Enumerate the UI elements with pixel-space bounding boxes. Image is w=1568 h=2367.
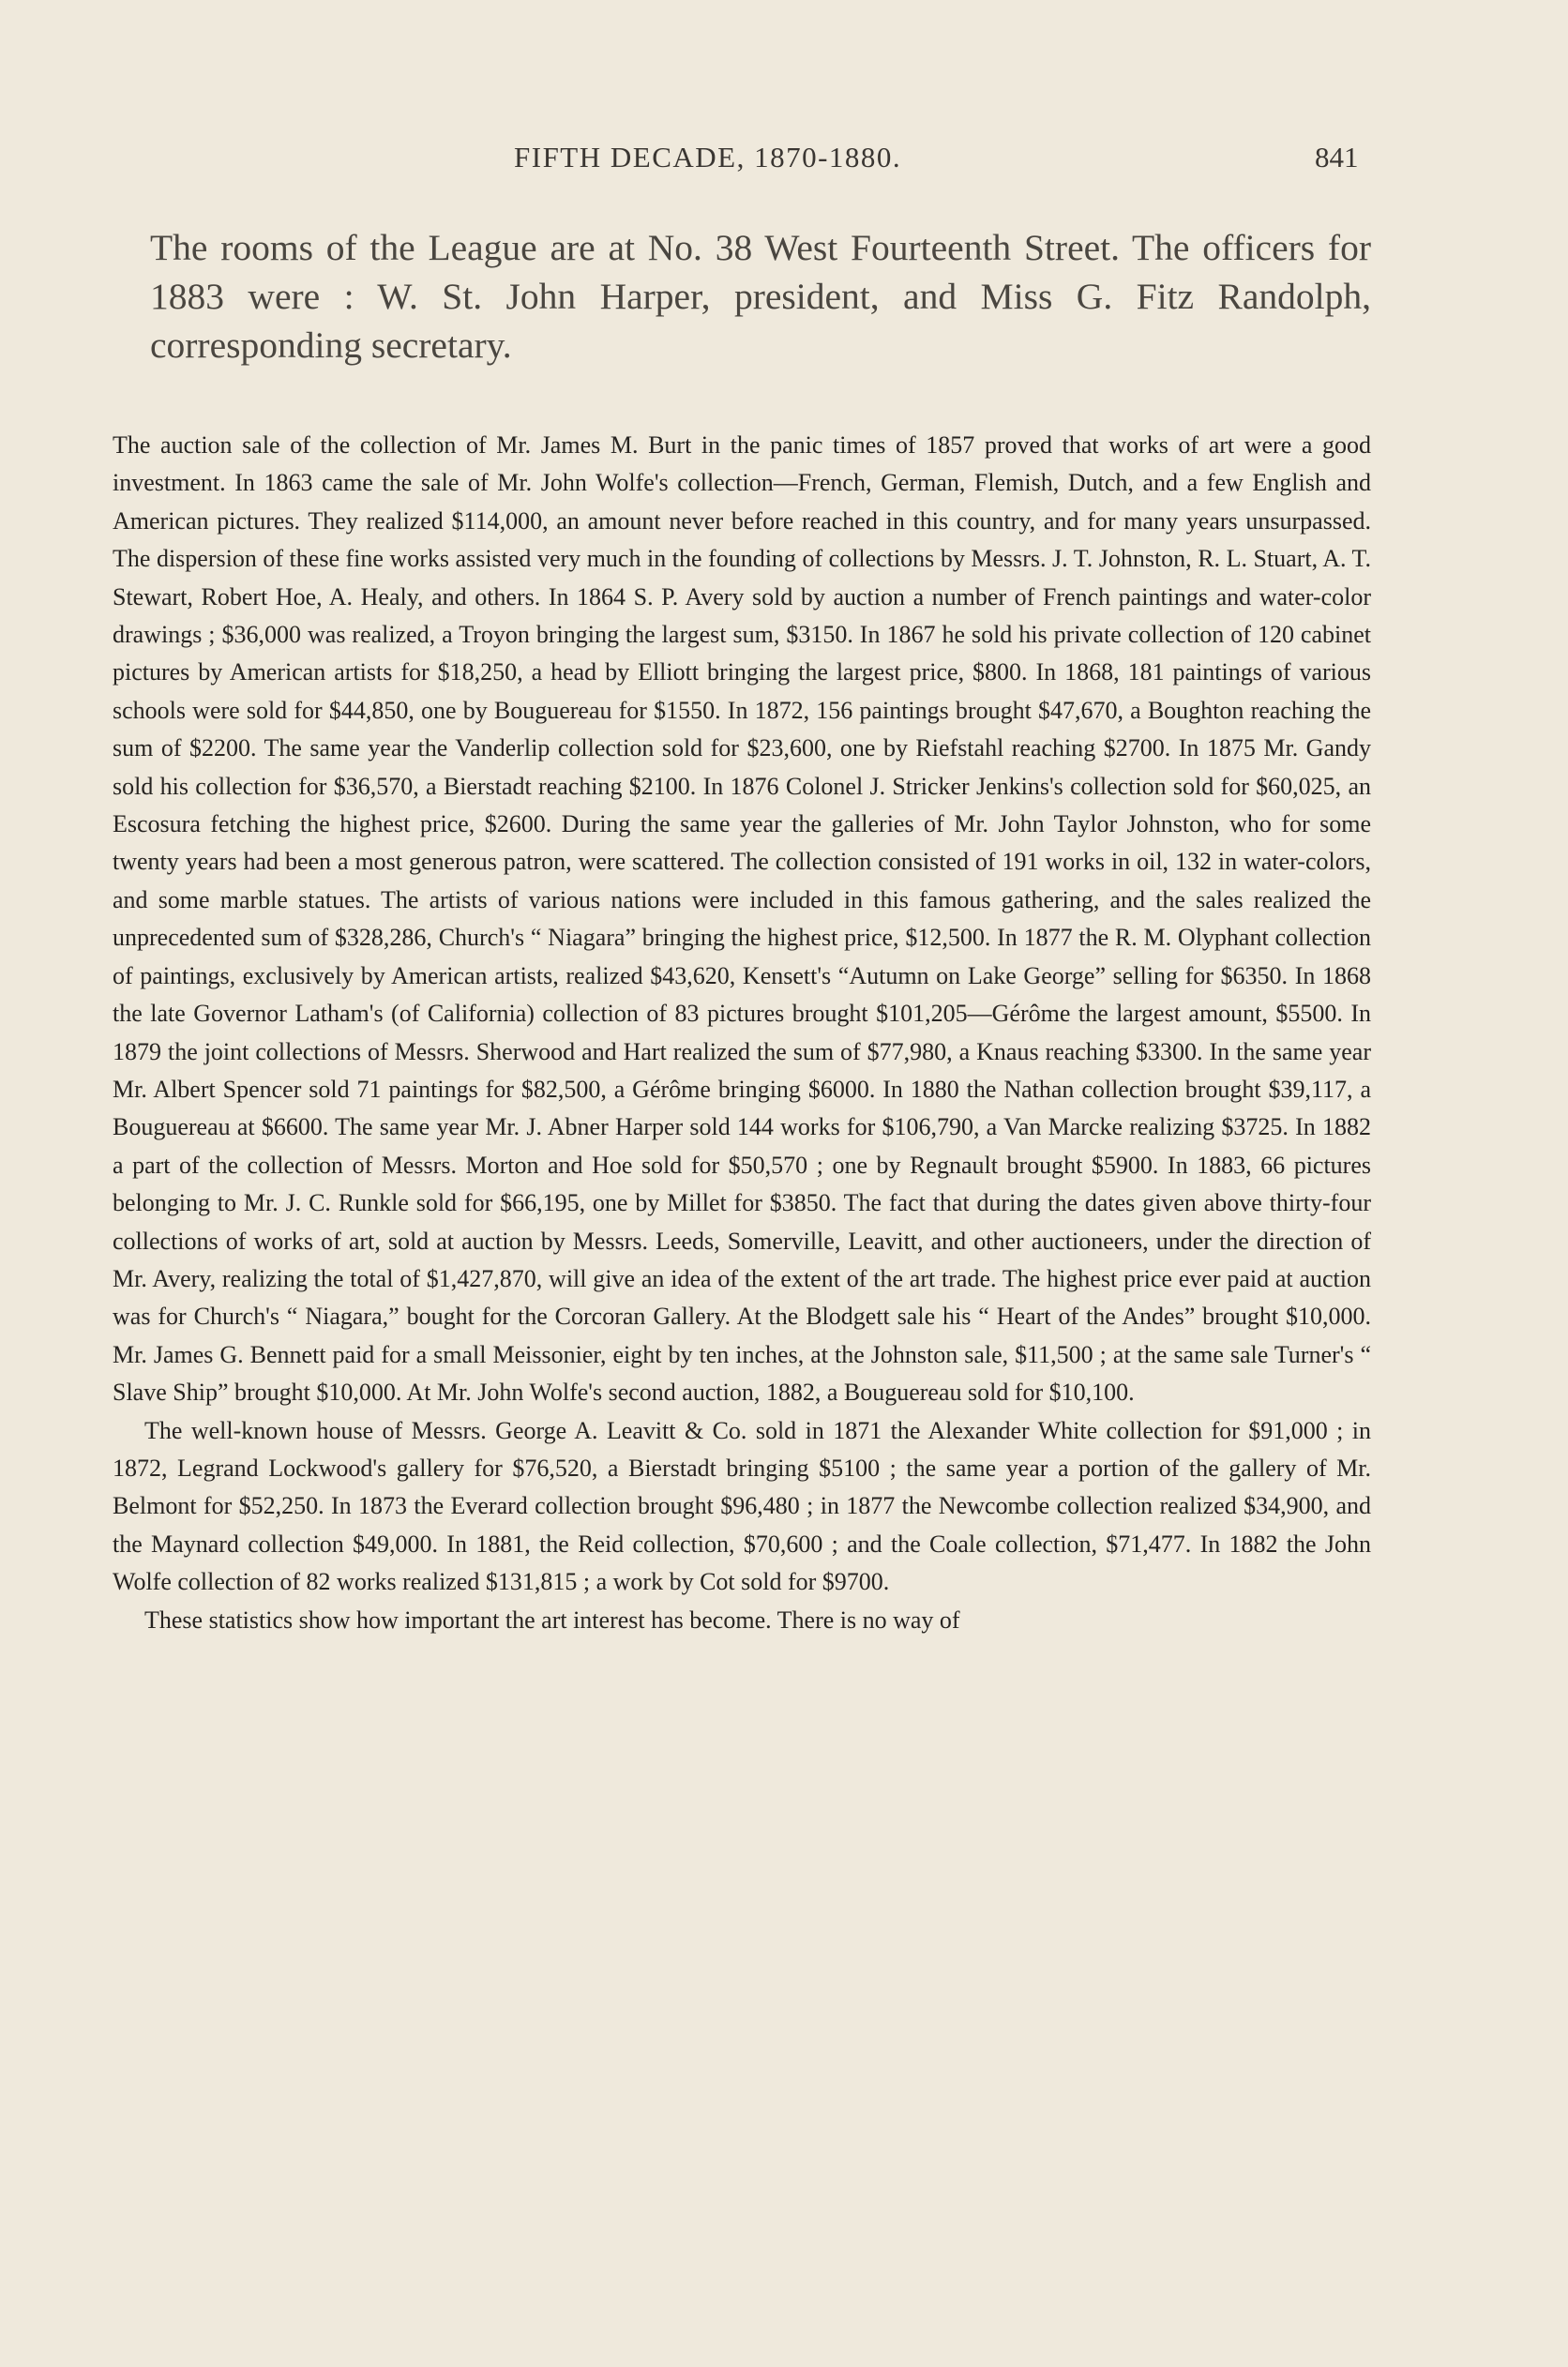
paragraph-leavitt-sales: The well-known house of Messrs. George A. Leavitt & Co. sold in 1871 the Alexander White collection for $91,000 ; in 1872, Legrand Lockwood's gallery for $76,520, a Bierstadt bringing $5100 ; the same year a portion of the gallery of Mr. Belmont for $52,250. In 1873 the Everard collection brought $96,480 ; in 1877 the Newcombe collection realized $34,900, and the Maynard collection $49,000. In 1881, the Reid collection, $70,600 ; and the Coale collection, $71,477. In 1882 the John Wolfe collection of 82 works realized $131,815 ; a work by Cot sold for $9700. [113, 1416, 1371, 1596]
paragraph-auction-sales: The auction sale of the collection of Mr. James M. Burt in the panic times of 1857 proved that works of art were a good investment. In 1863 came the sale of Mr. John Wolfe's collection—French, German, Flemish, Dutch, and a few English and American pictures. They realized $114,000, an amount never before reached in this country, and for many years unsurpassed. The dispersion of these fine works assisted very much in the founding of collections by Messrs. J. T. Johnston, R. L. Stuart, A. T. Stewart, Robert Hoe, A. Healy, and others. In 1864 S. P. Avery sold by auction a number of French paintings and water-color drawings ; $36,000 was realized, a Troyon bringing the largest sum, $3150. In 1867 he sold his private collection of 120 cabinet pictures by American artists for $18,250, a head by Elliott bringing the largest price, $800. In 1868, 181 paintings of various schools were sold for $44,850, one by Bouguereau for $1550. In 1872, 156 paintings brought $47,670, a Boughton reaching the sum of $2200. The same year the Vanderlip collection sold for $23,600, one by Riefstahl reaching $2700. In 1875 Mr. Gandy sold his collection for $36,570, a Bierstadt reaching $2100. In 1876 Colonel J. Stricker Jenkins's collection sold for $60,025, an Escosura fetching the highest price, $2600. During the same year the galleries of Mr. John Taylor Johnston, who for some twenty years had been a most generous patron, were scattered. The collection consisted of 191 works in oil, 132 in water-colors, and some marble statues. The artists of various nations were included in this famous gathering, and the sales realized the unprecedented sum of $328,286, Church's “ Niagara” bringing the highest price, $12,500. In 1877 the R. M. Olyphant collection of paintings, exclusively by American artists, realized $43,620, Kensett's “Autumn on Lake George” selling for $6350. In 1868 the late Governor Latham's (of California) collection of 83 pictures brought $101,205—Gérôme the largest amount, $5500. In 1879 the joint collections of Messrs. Sherwood and Hart realized the sum of $77,980, a Knaus reaching $3300. In the same year Mr. Albert Spencer sold 71 paintings for $82,500, a Gérôme bringing $6000. In 1880 the Nathan collection brought $39,117, a Bouguereau at $6600. The same year Mr. J. Abner Harper sold 144 works for $106,790, a Van Marcke realizing $3725. In 1882 a part of the collection of Messrs. Morton and Hoe sold for $50,570 ; one by Regnault brought $5900. In 1883, 66 pictures belonging to Mr. J. C. Runkle sold for $66,195, one by Millet for $3850. The fact that during the dates given above thirty-four collections of works of art, sold at auction by Messrs. Leeds, Somerville, Leavitt, and other auctioneers, under the direction of Mr. Avery, realizing the total of $1,427,870, will give an idea of the extent of the art trade. The highest price ever paid at auction was for Church's “ Niagara,” bought for the Corcoran Gallery. At the Blodgett sale his “ Heart of the Andes” brought $10,000. Mr. James G. Bennett paid for a small Meissonier, eight by ten inches, at the Johnston sale, $11,500 ; at the same sale Turner's “ Slave Ship” brought $10,000. At Mr. John Wolfe's second auction, 1882, a Bouguereau sold for $10,100. [113, 431, 1371, 1407]
intro-paragraph: The rooms of the League are at No. 38 West Fourteenth Street. The officers for 1883 were : W. St. John Harper, president, and Miss G. Fitz Randolph, corresponding secretary. [150, 227, 1371, 366]
page-number: 841 [1315, 141, 1359, 173]
page-header [0, 141, 1568, 188]
paragraph-statistics: These statistics show how important the art interest has become. There is no way of [144, 1606, 960, 1634]
body-text [113, 427, 1371, 1639]
running-head: FIFTH DECADE, 1870-1880. [514, 141, 902, 173]
